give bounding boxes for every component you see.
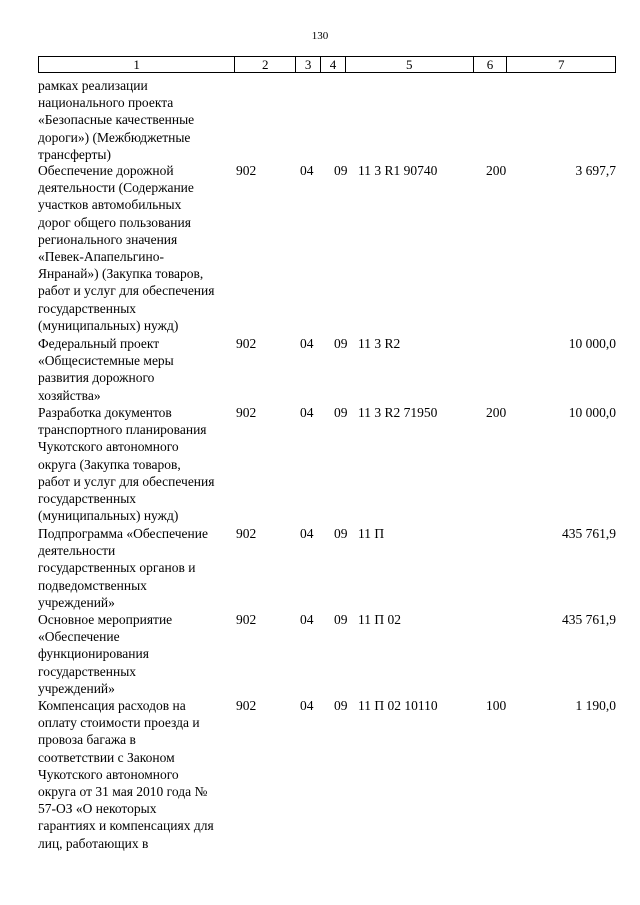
description-line: работ и услуг для обеспечения (38, 283, 215, 299)
description-line: подведомственных (38, 577, 147, 593)
section-code: 04 (300, 336, 314, 351)
target-article-code: 11 П 02 10110 (358, 698, 438, 713)
description-line: Подпрограмма «Обеспечение (38, 526, 208, 541)
description-line: Чукотского автономного (38, 766, 179, 782)
description-line: государственных (38, 491, 137, 507)
row-description (38, 611, 238, 697)
description-line: (муниципальных) нужд) (38, 317, 179, 333)
description-line: провоза багажа в (38, 732, 136, 748)
description-line: работ и услуг для обеспечения (38, 473, 215, 489)
row-description (38, 525, 238, 611)
expense-type-code: 200 (486, 405, 507, 420)
description-line: Чукотского автономного (38, 439, 179, 455)
description-line: «Певек-Апапельгино- (38, 249, 164, 265)
target-article-code: 11 П (358, 526, 385, 541)
description-line: учреждений» (38, 594, 115, 610)
subsection-code: 09 (334, 163, 348, 178)
header-col-5: 5 (346, 57, 474, 72)
amount: 1 190,0 (575, 698, 616, 713)
description-line: функционирования (38, 646, 149, 662)
expense-type-code: 100 (486, 698, 507, 713)
grbs-code: 902 (236, 526, 257, 541)
expense-type-code: 200 (486, 163, 507, 178)
grbs-code: 902 (236, 163, 257, 178)
description-line: регионального значения (38, 231, 178, 247)
description-line: деятельности (Содержание (38, 180, 194, 196)
description-line: соответствии с Законом (38, 749, 175, 765)
description-line: 57-ОЗ «О некоторых (38, 801, 157, 817)
amount: 3 697,7 (575, 163, 616, 178)
description-line: Разработка документов (38, 405, 172, 420)
description-line: Компенсация расходов на (38, 698, 186, 713)
description-line: государственных органов и (38, 560, 196, 576)
description-line: государственных (38, 663, 137, 679)
header-col-7: 7 (557, 57, 565, 72)
description-line: рамках реализации (38, 78, 148, 93)
description-line: Федеральный проект (38, 336, 160, 351)
description-line: деятельности (38, 543, 116, 559)
grbs-code: 902 (236, 405, 257, 420)
header-col-3: 3 (296, 57, 321, 72)
grbs-code: 902 (236, 698, 257, 713)
row-description (38, 404, 238, 524)
amount: 435 761,9 (562, 526, 616, 541)
amount: 435 761,9 (562, 612, 616, 627)
header-col-6: 6 (474, 57, 508, 72)
grbs-code: 902 (236, 612, 257, 627)
row-description (38, 335, 238, 404)
table-header (38, 56, 616, 73)
row-description (38, 77, 238, 163)
subsection-code: 09 (334, 526, 348, 541)
description-line: трансферты) (38, 146, 111, 162)
description-line: оплату стоимости проезда и (38, 715, 200, 731)
description-line: участков автомобильных (38, 197, 182, 213)
subsection-code: 09 (334, 405, 348, 420)
description-line: (муниципальных) нужд) (38, 508, 179, 524)
subsection-code: 09 (334, 336, 348, 351)
description-line: дороги») (Межбюджетные (38, 129, 191, 145)
description-line: транспортного планирования (38, 422, 207, 438)
section-code: 04 (300, 405, 314, 420)
description-line: развития дорожного (38, 370, 155, 386)
description-line: округа от 31 мая 2010 года № (38, 784, 208, 800)
target-article-code: 11 3 R2 (358, 336, 401, 351)
description-line: государственных (38, 300, 137, 316)
description-line: учреждений» (38, 680, 115, 696)
page-number: 130 (311, 30, 329, 42)
target-article-code: 11 3 R2 71950 (358, 405, 438, 420)
description-line: гарантиях и компенсациях для (38, 818, 214, 834)
description-line: хозяйства» (38, 387, 101, 403)
section-code: 04 (300, 526, 314, 541)
description-line: Янранай») (Закупка товаров, (38, 266, 204, 282)
header-col-2: 2 (235, 57, 296, 72)
header-col-4: 4 (321, 57, 346, 72)
description-line: Обеспечение дорожной (38, 163, 174, 178)
description-line: «Обеспечение (38, 629, 120, 645)
section-code: 04 (300, 612, 314, 627)
subsection-code: 09 (334, 612, 348, 627)
section-code: 04 (300, 163, 314, 178)
description-line: округа (Закупка товаров, (38, 456, 181, 472)
subsection-code: 09 (334, 698, 348, 713)
amount: 10 000,0 (568, 405, 616, 420)
description-line: «Безопасные качественные (38, 112, 195, 128)
section-code: 04 (300, 698, 314, 713)
row-description (38, 162, 238, 334)
grbs-code: 902 (236, 336, 257, 351)
description-line: «Общесистемные меры (38, 353, 174, 369)
description-line: национального проекта (38, 95, 174, 111)
description-line: лиц, работающих в (38, 835, 149, 851)
target-article-code: 11 3 R1 90740 (358, 163, 438, 178)
header-col-1: 1 (39, 57, 235, 72)
row-description (38, 697, 238, 852)
target-article-code: 11 П 02 (358, 612, 401, 627)
description-line: Основное мероприятие (38, 612, 173, 627)
description-line: дорог общего пользования (38, 214, 191, 230)
amount: 10 000,0 (568, 336, 616, 351)
